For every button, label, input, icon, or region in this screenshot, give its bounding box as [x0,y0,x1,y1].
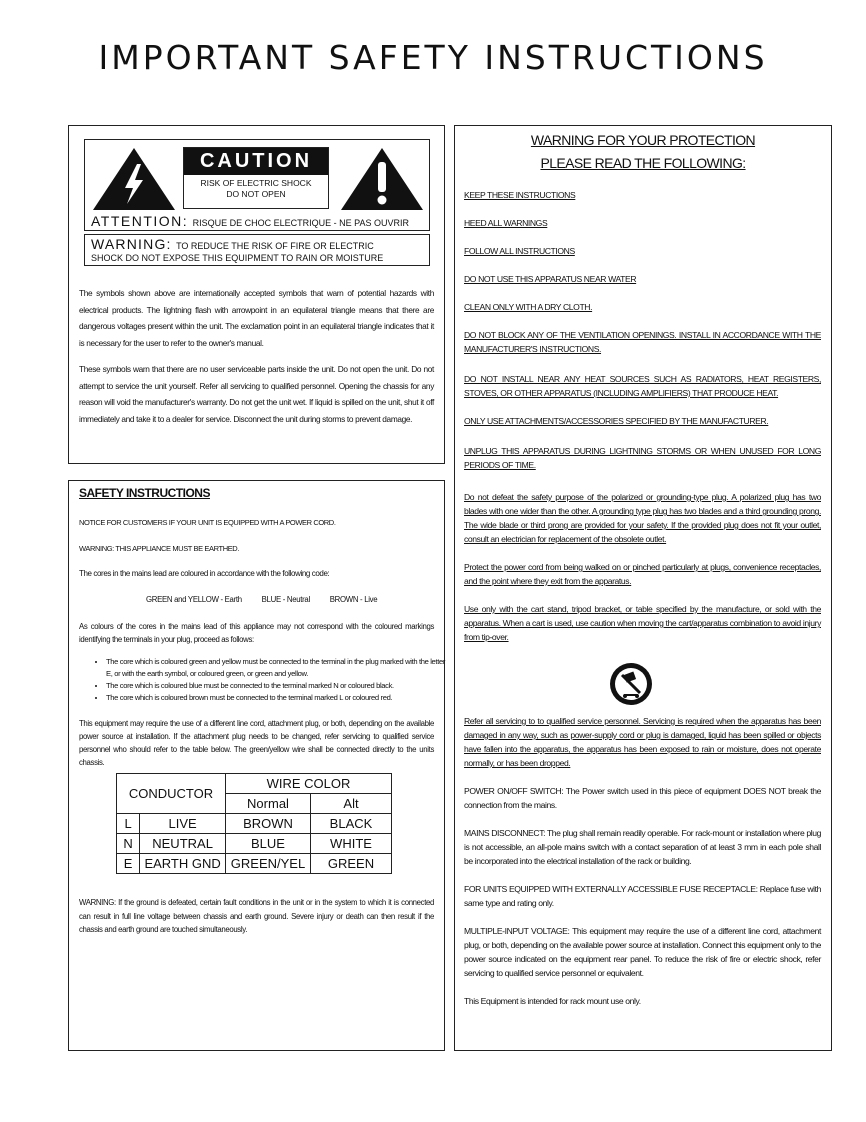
table-cell: BROWN [226,814,311,834]
caution-heading: CAUTION [183,147,329,175]
exclamation-warning-icon [339,146,425,212]
cart-text: Use only with the cart stand, tripod bracket, or table specified by the manufacture, or sold with the apparatus. When a cart is used, use caution when moving the cart/apparatus combination to avoid injury from tip-over. [464,604,821,642]
list-item: FOLLOW ALL INSTRUCTIONS [464,246,575,256]
mains-disconnect-text: MAINS DISCONNECT: The plug shall remain readily operable. For rack-mount or installation where plug is not accessible, an all-pole mains switch with a contact separation of at least 3 mm in each pole shall be incorporated into the electrical installation of the rack or building. [464,828,821,866]
code-green: GREEN and YELLOW - Earth [146,595,242,604]
list-item: • The core which is coloured green and yellow must be connected to the terminal in the plug marked with the letter E, or with the earth symbol, or coloured green, or green and yellow. [106,656,446,680]
safety-as-colours: As colours of the cores in the mains lead of this appliance may not correspond with the coloured markings identifying the terminals in your plug, proceed as follows: [79,622,434,644]
table-cell: BLUE [226,834,311,854]
code-blue: BLUE - Neutral [261,595,310,604]
symbols-paragraph-2: These symbols warn that there are no user serviceable parts inside the unit. Do not open the unit. Do not attempt to service the unit yourself. Refer all servicing to qualified personnel. Opening the chassis for any reason will void the manufacturer's warranty. Do not get the unit wet. If liquid is spilled on the unit, shut it off immediately and take it to a dealer for service. Disconnect the unit during storms to prevent damage. [79,364,434,424]
rack-mount-text: This Equipment is intended for rack mount use only. [464,996,641,1006]
protection-heading-2: PLEASE READ THE FOLLOWING: [540,155,746,171]
table-cell: E [117,854,140,874]
attention-label: ATTENTION: [91,213,189,229]
safety-may-require: This equipment may require the use of a different line cord, attachment plug, or both, depending on the available power source at installation. If the attachment plug needs to be changed, refer servicing to qualified service personnel who should refer to the table below. The green/yellow wire shall be connected directly to the units chassis. [79,719,434,767]
polarized-plug-text: Do not defeat the safety purpose of the polarized or grounding-type plug. A polarized plug has two blades with one wider than the other. A grounding type plug has two blades and a third grounding prong. The wide blade or third prong are provided for your safety. If the provided plug does not fit your outlet, consult an electrician for replacement of the obsolete outlet. [464,492,821,544]
caution-label-frame [84,139,430,231]
ground-warning: WARNING: If the ground is defeated, certain fault conditions in the unit or in the system to which it is connected can result in full line voltage between chassis and earth ground. Severe injury or death can then result if the chassis and earth ground are touched simultaneously. [79,898,434,934]
table-row [117,854,392,874]
colour-code-line [146,595,377,604]
wire-color-table [116,773,392,874]
attention-text: RISQUE DE CHOC ELECTRIQUE - NE PAS OUVRIR [192,218,410,228]
safety-bullet-list [92,656,446,704]
list-item: HEED ALL WARNINGS [464,218,548,228]
safety-cores: The cores in the mains lead are coloured in accordance with the following code: [79,569,330,578]
list-item: DO NOT BLOCK ANY OF THE VENTILATION OPENINGS. INSTALL IN ACCORDANCE WITH THE MANUFACTURER'S INSTRUCTIONS. [464,330,821,354]
symbols-paragraph-1: The symbols shown above are internationally accepted symbols that warn of potential hazards with electrical products. The lightning flash with arrowpoint in an equilateral triangle means that there are dangerous voltages present within the unit. The exclamation point in an equilateral triangle indicates that it is necessary for the user to refer to the owner's manual. [79,288,434,348]
safety-earthed: WARNING: THIS APPLIANCE MUST BE EARTHED. [79,544,240,553]
list-item: • The core which is coloured blue must be connected to the terminal marked N or coloured black. [106,680,446,692]
attention-line [91,213,427,231]
table-header-wire-color: WIRE COLOR [226,774,392,794]
warning-line1 [91,236,374,254]
caution-open-line: DO NOT OPEN [226,189,286,199]
page-title: IMPORTANT SAFETY INSTRUCTIONS [98,38,768,77]
caution-text-frame [183,147,329,209]
table-cell: N [117,834,140,854]
cart-tip-over-icon [608,661,654,707]
list-item: DO NOT INSTALL NEAR ANY HEAT SOURCES SUCH AS RADIATORS, HEAT REGISTERS, STOVES, OR OTHER APPARATUS (INCLUDING AMPLIFIERS) THAT PRODUCE HEAT. [464,374,821,398]
table-row [117,814,392,834]
table-cell: NEUTRAL [140,834,226,854]
list-item: CLEAN ONLY WITH A DRY CLOTH. [464,302,593,312]
list-item: KEEP THESE INSTRUCTIONS [464,190,576,200]
caution-risk-line: RISK OF ELECTRIC SHOCK [200,178,312,188]
warning-text2: SHOCK DO NOT EXPOSE THIS EQUIPMENT TO RAIN OR MOISTURE [91,253,384,263]
protection-items-lower [464,714,821,1008]
warning-frame [84,234,430,266]
lightning-warning-icon [91,146,177,212]
table-header-conductor: CONDUCTOR [117,774,226,814]
table-header-normal: Normal [226,794,311,814]
power-cord-text: Protect the power cord from being walked on or pinched particularly at plugs, convenience receptacles, and the point where they exit from the apparatus. [464,562,821,586]
table-cell: GREEN [311,854,392,874]
list-item: ONLY USE ATTACHMENTS/ACCESSORIES SPECIFIED BY THE MANUFACTURER. [464,416,769,426]
table-cell: GREEN/YEL [226,854,311,874]
protection-heading-1: WARNING FOR YOUR PROTECTION [530,132,756,148]
table-cell: L [117,814,140,834]
list-item: UNPLUG THIS APPARATUS DURING LIGHTNING STORMS OR WHEN UNUSED FOR LONG PERIODS OF TIME. [464,446,821,470]
table-header-alt: Alt [311,794,392,814]
warning-text1: TO REDUCE THE RISK OF FIRE OR ELECTRIC [176,241,374,251]
safety-notice: NOTICE FOR CUSTOMERS IF YOUR UNIT IS EQUIPPED WITH A POWER CORD. [79,518,336,527]
list-item: DO NOT USE THIS APPARATUS NEAR WATER [464,274,637,284]
list-item: • The core which is coloured brown must be connected to the terminal marked L or coloured red. [106,692,446,704]
protection-items [464,188,821,644]
table-row [117,834,392,854]
symbols-explanation [79,285,434,427]
safety-heading: SAFETY INSTRUCTIONS [79,486,210,500]
servicing-text: Refer all servicing to to qualified service personnel. Servicing is required when the apparatus has been damaged in any way, such as power-supply cord or plug is damaged, liquid has been spilled or objects have fallen into the apparatus, the apparatus has been exposed to rain or moisture, does not operate normally, or has been dropped. [464,716,821,768]
fuse-text: FOR UNITS EQUIPPED WITH EXTERNALLY ACCESSIBLE FUSE RECEPTACLE: Replace fuse with same type and rating only. [464,884,821,908]
table-cell: EARTH GND [140,854,226,874]
multiple-input-text: MULTIPLE-INPUT VOLTAGE: This equipment may require the use of a different line cord, attachment plug, or both, depending on the available power source at installation. Connect this equipment only to the power source indicated on the equipment rear panel. To reduce the risk of fire or electric shock, refer servicing to qualified service personnel or equivalent. [464,926,821,978]
table-cell: BLACK [311,814,392,834]
table-cell: LIVE [140,814,226,834]
table-cell: WHITE [311,834,392,854]
warning-label: WARNING: [91,236,172,252]
code-brown: BROWN - Live [329,595,378,604]
power-switch-text: POWER ON/OFF SWITCH: The Power switch used in this piece of equipment DOES NOT break the connection from the mains. [464,786,821,810]
